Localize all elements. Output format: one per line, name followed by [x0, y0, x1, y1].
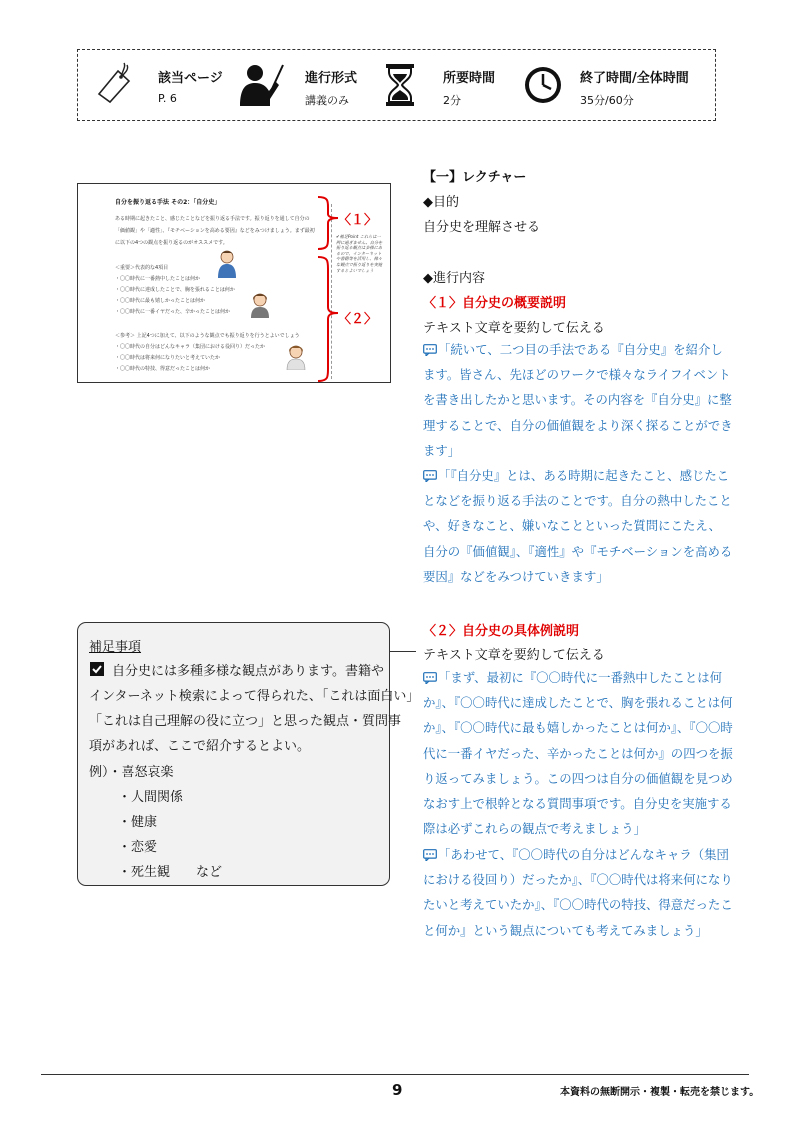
slide-important-item: ・〇〇時代に一番イヤだった、辛かったことは何か [115, 309, 231, 315]
format-label: 進行形式 [305, 71, 358, 86]
section2-title: 〈２〉自分史の具体例説明 [423, 624, 580, 639]
slide-reference-item: ・〇〇時代の特技、得意だったことは何か [115, 366, 211, 372]
slide-important-item: ・〇〇時代に最も嬉しかったことは何か [115, 298, 206, 304]
supplement-example: ・死生観 など [118, 865, 223, 880]
supplement-line: インターネット検索によって得られた、「これは面白い」 [89, 689, 420, 704]
section1-quote-1-text: 「続いて、二つ目の手法である『自分史』を紹介します。皆さん、先ほどのワークで様々なライフイベントを書き出したかと思います。その内容を『自分史』に整理することで、自分の価値観をより深く探ることができます」 [423, 342, 733, 458]
speech-bubble-icon [423, 672, 437, 684]
content-label: ◆進行内容 [423, 271, 485, 286]
supplement-title: 補足事項 [89, 640, 142, 655]
supplement-example: 例）・喜怒哀楽 [89, 765, 174, 780]
supplement-line: 「これは自己理解の役に立つ」と思った観点・質問事 [89, 714, 402, 729]
footer-rule [41, 1074, 749, 1075]
slide-important-item: ・〇〇時代に達成したことで、胸を張れることは何か [115, 287, 235, 293]
copyright-notice: 本資料の無断開示・複製・転売を禁じます。 [560, 1087, 760, 1098]
duration-value: 2分 [443, 94, 461, 107]
section1-quote-1 [423, 337, 733, 463]
page-label: 該当ページ [158, 71, 223, 86]
speech-bubble-icon [423, 470, 437, 482]
format-value: 講義のみ [305, 94, 349, 107]
section2-quote-1 [423, 665, 733, 841]
section1-quote-2-text: 「『自分史』とは、ある時期に起きたこと、感じたことなどを振り返る手法のことです。自分の熱中したことや、好きなこと、嫌いなことといった質問にこたえ、自分の『価値観』、『適性』や『モチベーションを高める要因』などをみつけていきます」 [423, 468, 733, 584]
section1-quote-2 [423, 463, 733, 589]
speech-bubble-icon [423, 849, 437, 861]
supplement-example: ・人間関係 [118, 790, 184, 805]
woman-pointing-icon [284, 342, 308, 370]
bookmark-tag-icon [96, 62, 142, 108]
slide-reference-heading: ＜参考＞ 上記4つに加えて、以下のような観点でも振り返りを行うとよいでしょう [115, 333, 300, 339]
section1-method: テキスト文章を要約して伝える [423, 321, 605, 336]
supplement-line: 自分史には多種多様な観点があります。書籍や [112, 664, 384, 679]
slide-marker-1: 〈１〉 [338, 213, 378, 228]
supplement-example: ・健康 [118, 815, 158, 830]
section2-quote-2 [423, 842, 733, 943]
session-info-box [77, 49, 716, 121]
slide-intro-line: に以下の4つの観点を振り返るのがオススメです。 [115, 240, 228, 246]
supplement-connector-line [390, 651, 416, 652]
supplement-example: ・恋愛 [118, 840, 158, 855]
purpose-text: 自分史を理解させる [423, 220, 541, 235]
supplement-line: 項があれば、ここで紹介するとよい。 [89, 739, 311, 754]
section2-method: テキスト文章を要約して伝える [423, 648, 605, 663]
slide-side-note: ✔補足Point これらは一例に過ぎません。自分を振り返る観点は多様にあるので、インターネットや書籍等を活用し、様々な観点で振り返りを実施するとよいでしょう [336, 234, 383, 273]
purpose-label: ◆目的 [423, 195, 459, 210]
speech-bubble-icon [423, 344, 437, 356]
slide-intro-line: 「価値観」や「適性」、『モチベーションを高める要因』などをみつけましょう。まず最初 [115, 228, 315, 234]
checkbox-checked-icon [90, 662, 104, 676]
woman-thinking-icon [248, 290, 272, 318]
clock-icon [520, 62, 566, 108]
end-time-label: 終了時間/全体時間 [580, 71, 689, 86]
duration-label: 所要時間 [443, 71, 496, 86]
hourglass-icon [378, 62, 424, 108]
slide-reference-item: ・〇〇時代は将来何になりたいと考えていたか [115, 355, 221, 361]
man-illustration-icon [216, 248, 238, 278]
section1-title: 〈１〉自分史の概要説明 [423, 296, 567, 311]
lecture-heading: 【一】レクチャー [423, 170, 527, 185]
slide-intro-line: ある時期に起きたこと、感じたことなどを振り返る手法です。振り返りを通して自分の [115, 216, 310, 222]
section2-quote-2-text: 「あわせて、『〇〇時代の自分はどんなキャラ（集団における役回り）だったか』、『〇〇時代は将来何になりたいと考えていたか』、『〇〇時代の特技、得意だったこと何か』という観点についても考えてみましょう」 [423, 847, 733, 938]
slide-marker-2: 〈２〉 [338, 312, 378, 327]
page-value: P. 6 [158, 92, 177, 105]
slide-important-heading: ＜重要＞代表的な4項目 [115, 265, 169, 271]
slide-title: 自分を振り返る手法 その2：「自分史」 [115, 199, 221, 206]
section2-quote-1-text: 「まず、最初に『〇〇時代に一番熱中したことは何か』、『〇〇時代に達成したことで、胸を張れることは何か』、『〇〇時代に最も嬉しかったことは何か』、『〇〇時代に一番イヤだった、辛かったことは何か』の四つを振り返ってみましょう。この四つは自分の価値観を見つめなおす上で根幹となる質問事項です。自分史を実施する際は必ずこれらの観点で考えましょう」 [423, 670, 733, 837]
supplement-box [77, 622, 420, 886]
page-number: 9 [392, 1081, 403, 1099]
end-time-value: 35分/60分 [580, 94, 634, 107]
lecturer-pointer-icon [238, 62, 284, 108]
slide-reference-item: ・〇〇時代の自分はどんなキャラ（集団における役回り）だったか [115, 344, 266, 350]
slide-important-item: ・〇〇時代に一番熱中したことは何か [115, 276, 201, 282]
